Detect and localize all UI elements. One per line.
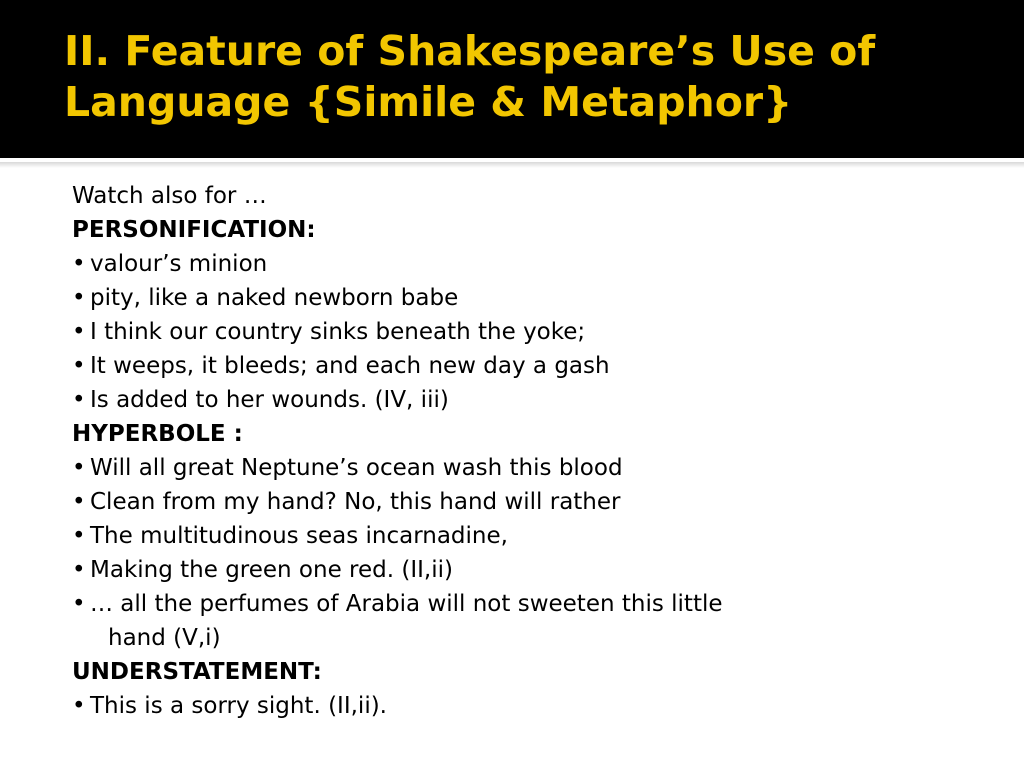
list-item-text: It weeps, it bleeds; and each new day a gash [90, 353, 610, 379]
list-item-text: Clean from my hand? No, this hand will rather [90, 489, 621, 515]
intro-text: Watch also for … [72, 183, 267, 209]
bullet-icon: • [72, 353, 86, 379]
slide-title-line-2: Language {Simile & Metaphor} [64, 78, 793, 126]
list-item-text: … all the perfumes of Arabia will not sweeten this little [90, 591, 723, 617]
bullet-icon: • [72, 489, 86, 515]
title-band [0, 0, 1024, 158]
list-item [72, 553, 972, 587]
list-item [72, 689, 972, 723]
list-item-text: Making the green one red. (II,ii) [90, 557, 453, 583]
bullet-icon: • [72, 387, 86, 413]
slide-title-line-1: II. Feature of Shakespeare’s Use of [64, 27, 876, 75]
list-item-text: pity, like a naked newborn babe [90, 285, 459, 311]
slide-title [64, 26, 994, 128]
section-heading-hyperbole: HYPERBOLE : [72, 421, 243, 447]
list-item [72, 587, 972, 655]
list-item-text: Will all great Neptune’s ocean wash this blood [90, 455, 623, 481]
bullet-icon: • [72, 455, 86, 481]
bullet-icon: • [72, 591, 86, 617]
slide-body [72, 179, 972, 723]
title-divider-shadow [0, 162, 1024, 168]
list-item-text: The multitudinous seas incarnadine, [90, 523, 508, 549]
list-item [72, 281, 972, 315]
list-item [72, 349, 972, 383]
list-item [72, 485, 972, 519]
bullet-icon: • [72, 557, 86, 583]
list-item [72, 247, 972, 281]
list-item-text: Is added to her wounds. (IV, iii) [90, 387, 449, 413]
list-item-text: valour’s minion [90, 251, 268, 277]
bullet-icon: • [72, 251, 86, 277]
list-item [72, 315, 972, 349]
bullet-icon: • [72, 285, 86, 311]
section-heading-personification: PERSONIFICATION: [72, 217, 316, 243]
list-item [72, 383, 972, 417]
list-item-text: I think our country sinks beneath the yoke; [90, 319, 586, 345]
list-item [72, 451, 972, 485]
section-heading-understatement: UNDERSTATEMENT: [72, 659, 322, 685]
list-item-text: This is a sorry sight. (II,ii). [90, 693, 387, 719]
list-item [72, 519, 972, 553]
bullet-icon: • [72, 693, 86, 719]
bullet-icon: • [72, 319, 86, 345]
list-item-continuation: hand (V,i) [108, 625, 221, 651]
bullet-icon: • [72, 523, 86, 549]
